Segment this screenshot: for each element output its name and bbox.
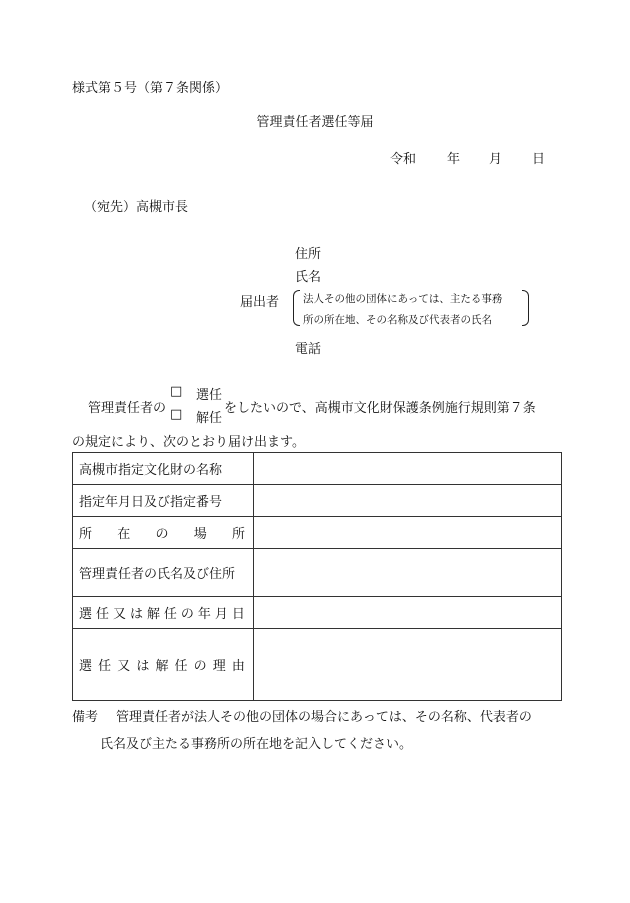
label-char: は [136,659,150,674]
notifier-note-line1: 法人その他の団体にあっては、主たる事務 [303,293,503,305]
row-value[interactable] [254,597,562,629]
label-char: 任 [98,659,112,674]
label-char: 選 [79,607,93,622]
phone-label: 電話 [295,342,322,357]
row-label [73,629,254,701]
spread-label [79,523,253,542]
label-char: 月 [214,607,228,622]
row-label [73,597,254,629]
statement-prefix: 管理責任者の [88,401,167,416]
spread-label [79,655,253,674]
date-era: 令和 [390,152,417,167]
row-label [73,517,254,549]
form-title: 管理責任者選任等届 [256,115,374,130]
label-char: 任 [163,607,177,622]
option-appoint-label: 選任 [196,388,223,403]
label-char: 解 [146,607,160,622]
label-char: 場 [193,527,207,542]
label-char: 所 [79,527,93,542]
remarks-line2: 氏名及び主たる事務所の所在地を記入してください。 [100,737,413,752]
row-label: 高槻市指定文化財の名称 [73,453,254,485]
label-char: 任 [95,607,109,622]
label-char: 日 [231,607,245,622]
row-label: 指定年月日及び指定番号 [73,485,254,517]
option-dismiss-label: 解任 [196,411,223,426]
checkbox-appoint[interactable]: □ [170,384,183,399]
checkbox-dismiss[interactable]: □ [170,407,183,422]
table-row [73,549,562,597]
remarks-line1: 管理責任者が法人その他の団体の場合にあっては、その名称、代表者の [116,710,532,725]
label-char: 又 [117,659,131,674]
form-number: 様式第５号（第７条関係） [72,81,229,96]
notifier-label: 届出者 [240,295,280,310]
label-char: の [193,659,207,674]
label-char: 在 [117,527,131,542]
label-char: は [129,607,143,622]
label-char: の [180,607,194,622]
table-row [73,517,562,549]
label-char: 由 [231,659,245,674]
row-value[interactable] [254,453,562,485]
statement-line2: の規定により、次のとおり届け出ます。 [72,435,305,450]
date-year: 年 [447,152,461,167]
table-row [73,453,562,485]
spread-label [79,603,253,622]
bracket-left [293,290,300,326]
label-char: 理 [212,659,226,674]
address-label: 住所 [295,247,322,262]
label-char: 解 [155,659,169,674]
date-month: 月 [489,152,503,167]
row-value[interactable] [254,485,562,517]
name-label: 氏名 [295,270,322,285]
row-value[interactable] [254,517,562,549]
label-char: 又 [112,607,126,622]
label-char: 所 [231,527,245,542]
table-row [73,485,562,517]
remarks-label: 備考 [72,710,99,725]
row-value[interactable] [254,629,562,701]
notifier-note-bracket [293,290,529,326]
row-value[interactable] [254,549,562,597]
bracket-right [522,290,529,326]
label-char: 任 [174,659,188,674]
date-day: 日 [532,152,546,167]
addressee: （宛先）高槻市長 [84,200,189,215]
table-row [73,597,562,629]
label-char: の [155,527,169,542]
row-label: 管理責任者の氏名及び住所 [73,549,254,597]
statement-suffix: をしたいので、高槻市文化財保護条例施行規則第７条 [224,401,536,416]
notifier-note-line2: 所の所在地、その名称及び代表者の氏名 [303,314,492,326]
label-char: 選 [79,659,93,674]
table-row [73,629,562,701]
label-char: 年 [197,607,211,622]
notification-table [72,452,562,701]
